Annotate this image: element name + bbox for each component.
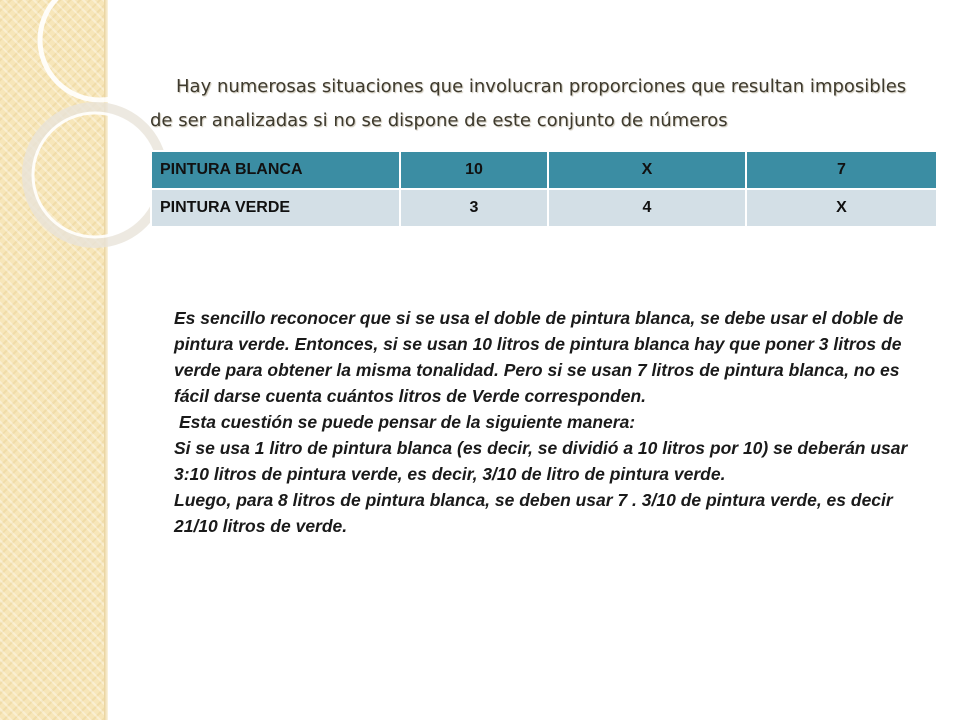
explanation-paragraph-4: Luego, para 8 litros de pintura blanca, se deben usar 7 . 3/10 de pintura verde, es decir 21/10 litros de verde. — [174, 490, 893, 536]
explanation-paragraph-3: Si se usa 1 litro de pintura blanca (es decir, se dividió a 10 litros por 10) se deberán usar 3:10 litros de pintura verde, es decir, 3/10 de litro de pintura verde. — [174, 438, 908, 484]
table-row — [151, 151, 937, 189]
explanation-text — [174, 305, 914, 539]
table-cell: X — [548, 151, 746, 189]
table-cell: 10 — [400, 151, 548, 189]
explanation-paragraph-1: Es sencillo reconocer que si se usa el doble de pintura blanca, se debe usar el doble de pintura verde. Entonces, si se usan 10 litros de pintura blanca hay que poner 3 litros de verde para obtener la misma tonalidad. Pero si se usan 7 litros de pintura blanca, no es fácil darse cuenta cuántos litros de Verde corresponden. — [174, 308, 904, 406]
table-cell: 4 — [548, 189, 746, 227]
table-cell: X — [746, 189, 937, 227]
table-cell: 7 — [746, 151, 937, 189]
intro-text: Hay numerosas situaciones que involucran proporciones que resultan imposibles de ser analizadas si no se dispone de este conjunto de números — [150, 76, 907, 131]
row-label: PINTURA VERDE — [151, 189, 400, 227]
proportion-table — [150, 150, 938, 228]
table-row — [151, 189, 937, 227]
row-label: PINTURA BLANCA — [151, 151, 400, 189]
intro-paragraph — [150, 70, 920, 138]
table-cell: 3 — [400, 189, 548, 227]
explanation-paragraph-2: Esta cuestión se puede pensar de la siguiente manera: — [179, 412, 636, 432]
